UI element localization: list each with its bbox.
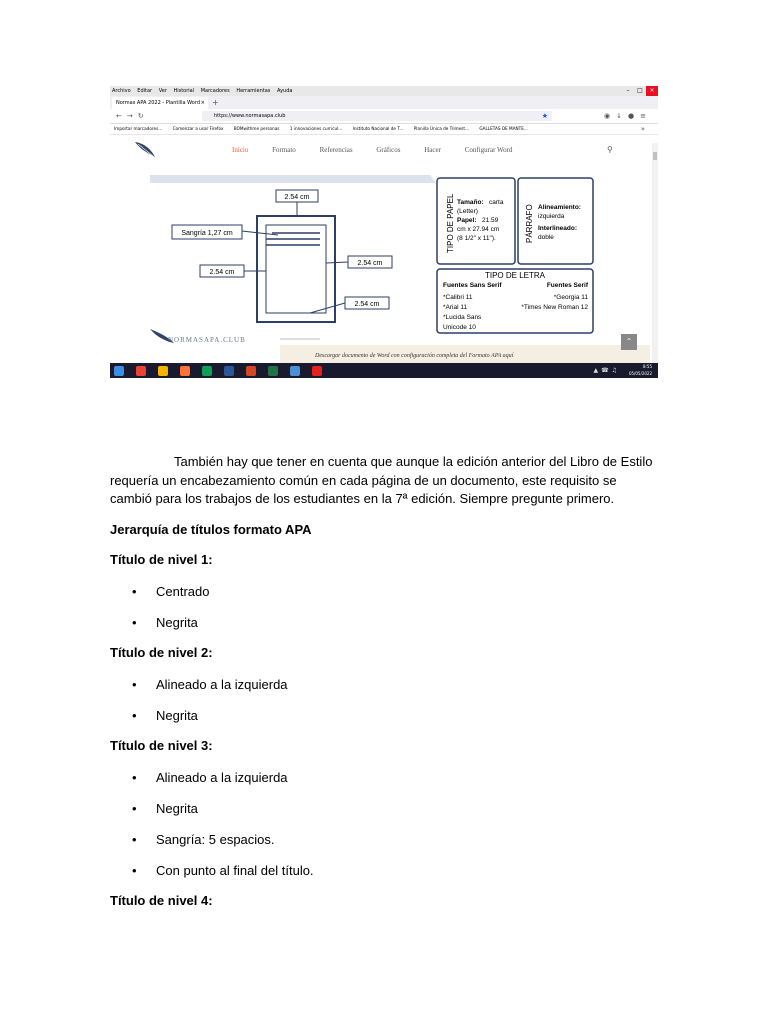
sans-font-2: *Arial 11 xyxy=(443,304,468,311)
paper-letter: (Letter) xyxy=(457,208,478,215)
sans-font-3: *Lucida Sans xyxy=(443,314,482,321)
bookmark-item: Instituto Nacional de T... xyxy=(352,126,404,131)
apa-format-diagram xyxy=(110,173,650,365)
chrome-icon xyxy=(136,366,146,376)
page-outline xyxy=(257,216,335,322)
tab-close-icon: × xyxy=(200,100,205,106)
search-icon: ⚲ xyxy=(607,145,613,154)
bookmark-star-icon: ★ xyxy=(541,112,548,120)
site-nav-graficos: Gráficos xyxy=(376,146,401,154)
level-4-title: Título de nivel 4: xyxy=(110,893,213,908)
site-nav-inicio: Inicio xyxy=(232,146,249,154)
nav-buttons-icon: ←→↻ xyxy=(116,112,149,120)
feather-logo-icon xyxy=(134,141,156,159)
toolbar-icons: ◉↓●≡ xyxy=(604,112,652,120)
bookmark-item: 1 innovaciones curricul... xyxy=(289,126,343,131)
browser-menubar xyxy=(110,86,658,96)
tray-icons: ▲☎♫ xyxy=(593,367,620,374)
sans-header: Fuentes Sans Serif xyxy=(443,282,502,289)
tab-title: Normas APA 2022 - Plantilla Word xyxy=(116,100,200,106)
url-bar xyxy=(202,111,552,121)
scrollbar-thumb xyxy=(653,152,657,160)
clock-date: 05/05/2022 xyxy=(628,371,652,376)
arrow xyxy=(326,262,348,263)
align-label: Alineamiento: xyxy=(538,204,581,211)
excel-icon xyxy=(268,366,278,376)
folder-icon xyxy=(158,366,168,376)
diagram-band xyxy=(150,175,436,183)
start-icon xyxy=(114,366,124,376)
clock-time: 8:55 xyxy=(643,364,652,369)
paper-value: 21.59 xyxy=(482,217,499,224)
pdf-icon xyxy=(312,366,322,376)
top-margin-label: 2.54 cm xyxy=(284,194,310,201)
paper-size-label: Tamaño: xyxy=(457,199,484,206)
serif-header: Fuentes Serif xyxy=(546,282,588,289)
serif-font-1: *Georgia 11 xyxy=(553,294,588,301)
page-inner xyxy=(266,225,326,313)
paragraph-title: PÁRRAFO xyxy=(525,204,534,243)
url-text: https://www.normasapa.club xyxy=(214,113,286,119)
indent-label: Sangría 1,27 cm xyxy=(181,230,233,237)
bookmark-item: GALLETAS DE MANTE... xyxy=(479,126,528,131)
serif-font-2: *Times New Roman 12 xyxy=(521,304,588,311)
bookmark-item: Comenzar a usar Firefox xyxy=(172,126,224,131)
logo-text: NORMASAPA.CLUB xyxy=(168,336,246,344)
site-nav-hacer: Hacer xyxy=(424,146,441,154)
paper-line3: cm x 27.94 cm xyxy=(457,226,500,233)
level-2-title: Título de nivel 2: xyxy=(110,645,213,660)
menu-marcadores: Marcadores xyxy=(200,88,230,94)
level-3-title: Título de nivel 3: xyxy=(110,738,213,753)
right-margin-label: 2.54 cm xyxy=(357,260,383,267)
window-controls xyxy=(622,86,658,96)
windows-taskbar xyxy=(110,363,658,378)
maximize-icon: □ xyxy=(637,87,643,94)
scroll-top-icon: ⌃ xyxy=(621,334,637,350)
align-value: izquierda xyxy=(538,213,565,220)
browser-navbar xyxy=(110,109,658,124)
bookmarks-bar xyxy=(110,124,658,135)
edge-icon xyxy=(202,366,212,376)
word-icon xyxy=(224,366,234,376)
new-tab-icon: + xyxy=(212,98,219,107)
powerpoint-icon xyxy=(246,366,256,376)
paper-type-title: TIPO DE PAPEL xyxy=(446,193,455,253)
menu-ayuda: Ayuda xyxy=(276,88,293,94)
menu-archivo: Archivo xyxy=(112,88,131,94)
spacing-label: Interlineado: xyxy=(538,225,578,232)
tool-icon xyxy=(290,366,300,376)
bookmarks-more-icon: » xyxy=(640,125,645,133)
bookmark-item: BOMwithme personas xyxy=(233,126,280,131)
browser-tab xyxy=(112,97,208,109)
site-nav-referencias: Referencias xyxy=(319,146,353,154)
arrow xyxy=(310,303,345,313)
paper-size-value: carta xyxy=(489,199,504,206)
paragraph-line: cambió para los trabajos de los estudiantes en la 7ª edición. Siempre pregunte primero. xyxy=(110,491,615,506)
download-banner-text: Descargar documento de Word con configuración completa del Formato APA aquí xyxy=(315,353,514,359)
menu-herramientas: Herramientas xyxy=(236,88,271,94)
paragraph-line: También hay que tener en cuenta que aunque la edición anterior del Libro de Estilo xyxy=(174,454,653,469)
menu-historial: Historial xyxy=(173,88,195,94)
site-navigation xyxy=(110,135,658,165)
menu-ver: Ver xyxy=(158,88,167,94)
left-margin-label: 2.54 cm xyxy=(209,269,235,276)
browser-tabbar xyxy=(110,96,658,109)
body-paragraph xyxy=(110,453,658,509)
close-icon: × xyxy=(646,86,658,96)
paragraph-line: requería un encabezamiento común en cada página de un documento, este requisito se xyxy=(110,472,617,488)
scrollbar-track xyxy=(652,143,658,365)
sans-font-4: Unicode 10 xyxy=(443,324,476,331)
minimize-icon: – xyxy=(626,87,630,94)
firefox-icon xyxy=(180,366,190,376)
site-nav-configurar-word: Configurar Word xyxy=(464,146,513,154)
menu-editar: Editar xyxy=(137,88,153,94)
paper-label: Papel: xyxy=(457,217,477,224)
bookmark-item: Planilla Única de Trimest... xyxy=(413,126,469,131)
sans-font-1: *Calibri 11 xyxy=(443,294,473,301)
font-type-title: TIPO DE LETRA xyxy=(484,271,546,280)
spacing-value: doble xyxy=(538,234,554,241)
bookmark-item: Importar marcadores... xyxy=(114,126,163,131)
site-nav-formato: Formato xyxy=(272,146,296,154)
bottom-margin-label: 2.54 cm xyxy=(354,301,380,308)
system-clock xyxy=(629,363,652,377)
level-1-title: Título de nivel 1: xyxy=(110,552,213,567)
browser-screenshot xyxy=(110,86,658,378)
section-title: Jerarquía de títulos formato APA xyxy=(110,522,312,537)
paper-line4: (8 1/2" x 11"). xyxy=(457,235,496,242)
